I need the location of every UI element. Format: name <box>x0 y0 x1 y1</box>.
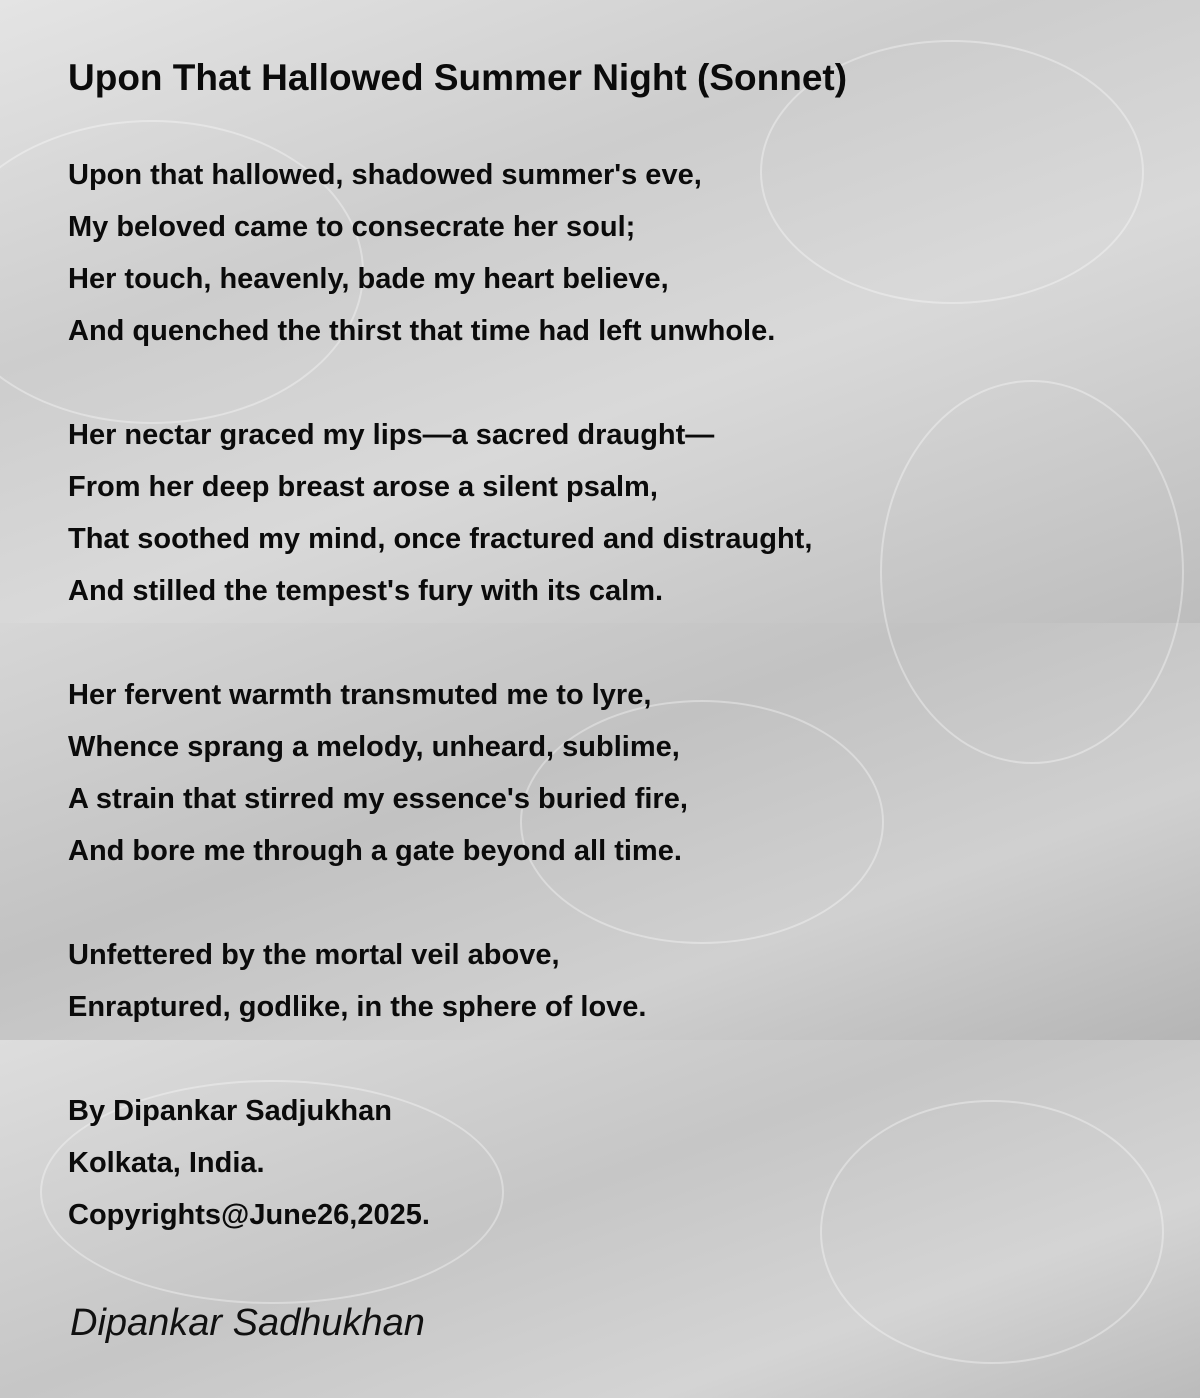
poem-title: Upon That Hallowed Summer Night (Sonnet) <box>68 57 848 98</box>
poem-line: From her deep breast arose a silent psalm, <box>68 471 658 503</box>
poem-line: And quenched the thirst that time had left unwhole. <box>68 315 776 347</box>
stanza-2 <box>68 409 812 617</box>
poem-line: My beloved came to consecrate her soul; <box>68 211 636 243</box>
poem-line: Her fervent warmth transmuted me to lyre, <box>68 679 652 711</box>
byline-author: By Dipankar Sadjukhan <box>68 1095 392 1127</box>
poem-line: Her touch, heavenly, bade my heart believe, <box>68 263 669 295</box>
poem-line: Enraptured, godlike, in the sphere of love. <box>68 991 647 1023</box>
poem-line: That soothed my mind, once fractured and distraught, <box>68 523 813 555</box>
poem-line: Her nectar graced my lips—a sacred draught— <box>68 419 715 451</box>
poem-line: Whence sprang a melody, unheard, sublime, <box>68 731 680 763</box>
byline-location: Kolkata, India. <box>68 1147 265 1179</box>
stanza-4-couplet <box>68 929 647 1033</box>
poem-byline <box>68 1085 430 1241</box>
byline-copyright: Copyrights@June26,2025. <box>68 1199 430 1231</box>
poem-line: And bore me through a gate beyond all time. <box>68 835 682 867</box>
poem-line: Unfettered by the mortal veil above, <box>68 939 560 971</box>
poem-line: And stilled the tempest's fury with its calm. <box>68 575 664 607</box>
stanza-3 <box>68 669 688 877</box>
stanza-1 <box>68 149 775 357</box>
poem-line: Upon that hallowed, shadowed summer's eve, <box>68 159 702 191</box>
author-signature: Dipankar Sadhukhan <box>70 1302 425 1344</box>
poem-line: A strain that stirred my essence's buried fire, <box>68 783 688 815</box>
